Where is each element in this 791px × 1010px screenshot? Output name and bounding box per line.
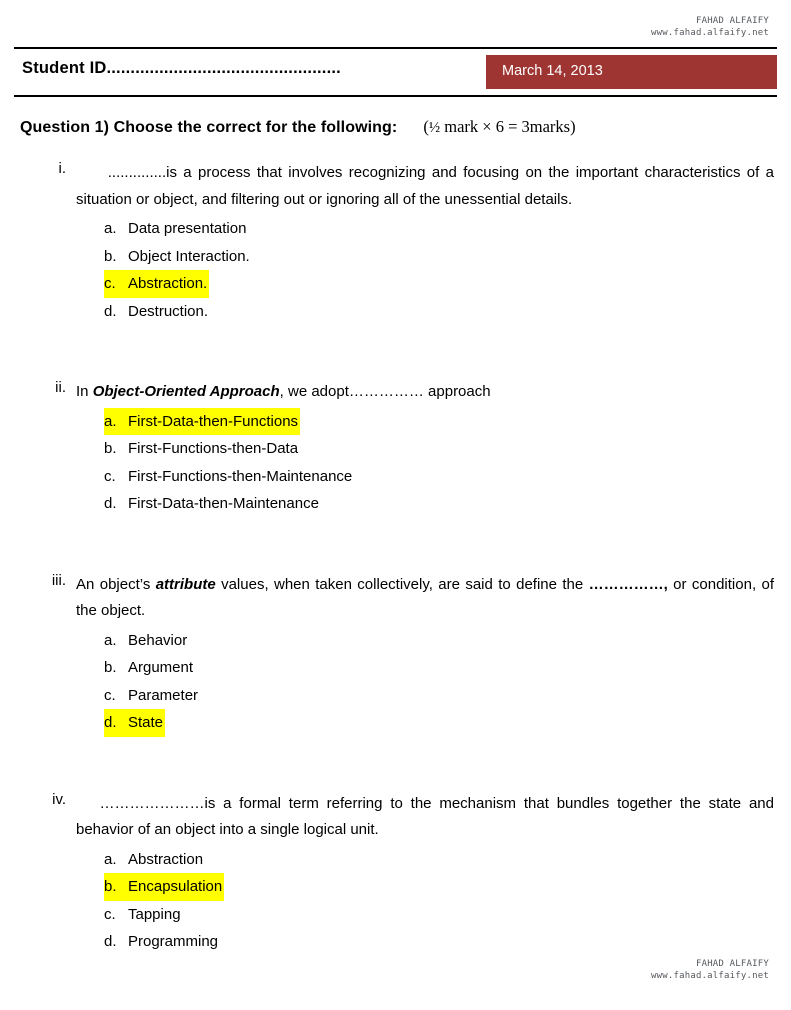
option-row [104,901,791,929]
option-row [104,627,791,655]
option-text: Abstraction. [128,275,208,292]
watermark-author: FAHAD ALFAIFY [695,959,769,969]
option-row [104,682,791,710]
watermark-site: www.fahad.alfaify.net [651,971,769,981]
item-spacer [0,325,791,353]
item-number: ii. [55,379,66,396]
option-label: d. [104,495,117,512]
option-label: a. [104,631,117,649]
question-title: Question 1) Choose the correct for the following: [20,119,398,136]
option-text: Behavior [128,631,188,649]
stem-part: or condition, of the object. [76,575,775,619]
stem-part: attribute [155,575,216,593]
stem-part: An object’s [76,575,156,593]
option-label: c. [104,467,116,485]
option-text: Data presentation [128,220,247,237]
item-number: iv. [52,790,66,808]
option-label: a. [104,850,117,868]
option-label: c. [104,905,116,923]
header-rule-bottom [14,95,777,97]
watermark-author: FAHAD ALFAIFY [695,16,769,26]
header-rule-top [14,47,777,49]
option-text: Object Interaction. [128,247,250,265]
option-list [104,408,791,518]
option-list [104,627,791,737]
option-list [104,846,791,956]
exam-date-box [486,55,777,89]
option-text: First-Functions-then-Data [128,440,299,457]
student-id-label: Student ID................................................. [22,59,341,77]
item-stem [76,379,774,406]
option-text: Argument [128,659,194,676]
option[interactable] [104,248,250,265]
option-row [104,873,791,901]
option-text: Encapsulation [128,878,223,895]
option-label: b. [104,247,117,265]
option-label: b. [104,878,117,895]
marks-prefix: ( [423,117,429,136]
stem-part: , we adopt…………… approach [279,383,491,400]
watermark-top [651,15,769,39]
option-text: Destruction. [128,302,209,320]
option-highlighted[interactable] [104,270,209,298]
option[interactable] [104,468,352,485]
exam-date: March 14, 2013 [502,63,603,79]
option-row [104,709,791,737]
option-row [104,243,791,271]
option-highlighted[interactable] [104,408,300,436]
option-label: c. [104,686,116,704]
option[interactable] [104,659,193,676]
question-item [0,791,791,984]
option-text: Parameter [128,686,199,704]
option-row [104,408,791,436]
stem-part: values, when taken collectively, are said to define the [215,575,589,593]
stem-part: ..............is a process that involves recognizing and focusing on the important characteristics of a situation or object, and filtering out or ignoring all of the unessential details. [76,164,774,208]
question-items [0,160,791,1010]
option-label: a. [104,412,117,430]
option-list [104,215,791,325]
option-text: Tapping [128,905,181,923]
question-item [0,160,791,353]
option[interactable] [104,851,203,868]
item-spacer [0,737,791,765]
stem-part: In [76,383,93,400]
option-row [104,435,791,463]
option-label: a. [104,220,117,237]
option-text: First-Data-then-Functions [128,412,299,430]
option-row [104,215,791,243]
item-stem [76,791,774,844]
option[interactable] [104,495,319,512]
option-text: Abstraction [128,850,204,868]
option[interactable] [104,632,187,649]
option-label: d. [104,714,117,731]
question-item [0,379,791,546]
option-highlighted[interactable] [104,709,165,737]
option[interactable] [104,220,246,237]
option-highlighted[interactable] [104,873,224,901]
option-label: b. [104,440,117,457]
option-label: d. [104,302,117,320]
option[interactable] [104,687,198,704]
item-number: iii. [51,571,66,589]
option-row [104,270,791,298]
stem-part: Object-Oriented Approach [92,383,280,400]
watermark-bottom [651,958,769,982]
watermark-site: www.fahad.alfaify.net [651,28,769,38]
item-stem [76,160,774,213]
marks-fraction: ½ [428,120,441,136]
option[interactable] [104,933,218,950]
option-text: First-Functions-then-Maintenance [128,467,353,485]
option-row [104,463,791,491]
student-id-bar [14,55,777,89]
option[interactable] [104,440,298,457]
item-number: i. [58,160,66,177]
question-marks [423,117,575,136]
stem-part: …………………is a formal term referring to the mechanism that bundles together the state and behavior of an object into a single logical unit. [76,794,774,838]
option-row [104,928,791,956]
stem-part: ……………, [588,575,668,593]
option-text: First-Data-then-Maintenance [128,495,319,512]
option-row [104,298,791,326]
option-label: d. [104,933,117,950]
item-stem [76,572,774,625]
option[interactable] [104,906,181,923]
item-spacer [0,518,791,546]
option[interactable] [104,303,208,320]
option-row [104,490,791,518]
option-text: State [128,714,164,731]
option-label: c. [104,275,116,292]
option-row [104,654,791,682]
option-row [104,846,791,874]
question-item [0,572,791,765]
question-heading [20,117,771,137]
option-label: b. [104,659,117,676]
marks-body: mark × 6 = 3marks) [440,117,576,136]
option-text: Programming [128,933,219,950]
